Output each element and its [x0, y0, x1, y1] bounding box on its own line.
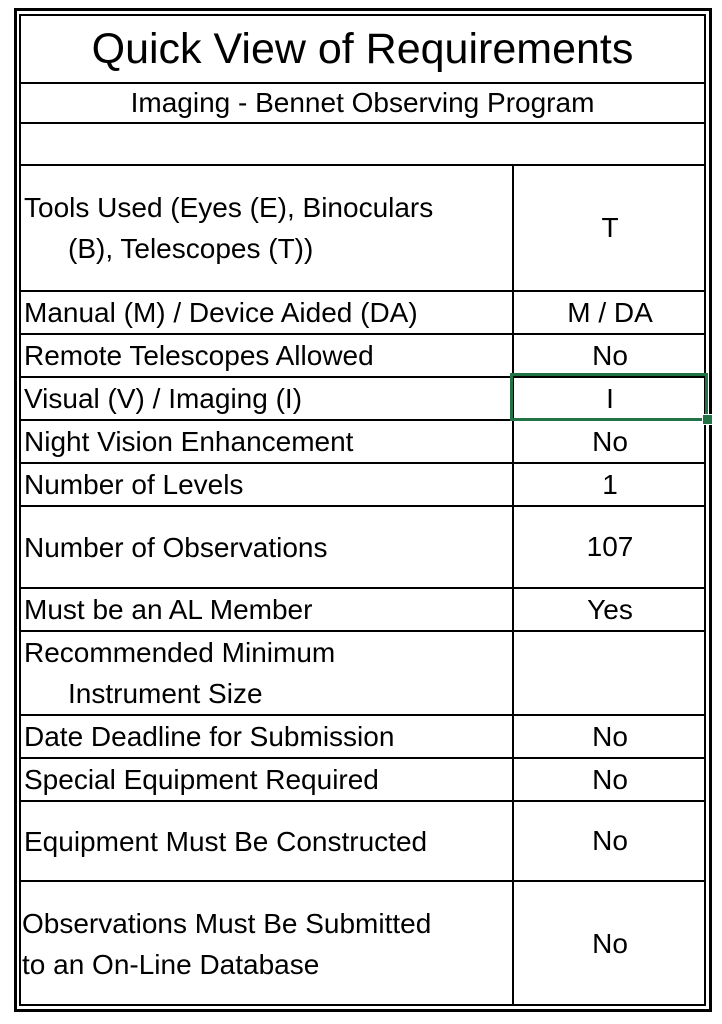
fill-handle[interactable] — [702, 414, 713, 425]
table-row-label[interactable]: Recommended Minimum Instrument Size — [24, 637, 336, 709]
table-row-value[interactable] — [514, 632, 706, 714]
table-row-label[interactable]: Tools Used (Eyes (E), Binoculars (B), Telescopes (T)) — [24, 192, 434, 264]
table-row-value[interactable]: No — [592, 763, 628, 795]
table-row-label[interactable]: Observations Must Be Submitted to an On-Line Database — [22, 908, 432, 980]
table-row-label[interactable]: Number of Observations — [24, 531, 328, 563]
page-subtitle: Imaging - Bennet Observing Program — [130, 87, 595, 118]
table-row-value[interactable]: 1 — [602, 468, 618, 500]
table-row-value[interactable]: T — [601, 212, 619, 243]
table-row-label[interactable]: Equipment Must Be Constructed — [24, 825, 428, 857]
table-row-value[interactable]: No — [592, 339, 628, 371]
table-row-value[interactable]: 107 — [586, 531, 634, 562]
table-row-value[interactable]: No — [592, 928, 628, 959]
table-row-value[interactable]: No — [592, 825, 628, 856]
page-title: Quick View of Requirements — [91, 24, 634, 73]
table-row-label[interactable]: Special Equipment Required — [24, 764, 379, 795]
table-row-value[interactable]: I — [606, 382, 614, 414]
table-row-value[interactable]: Yes — [587, 593, 633, 625]
table-row-label[interactable]: Date Deadline for Submission — [24, 721, 395, 752]
empty-row[interactable] — [19, 124, 706, 165]
table-row-label[interactable]: Must be an AL Member — [24, 594, 313, 625]
table-row-label[interactable]: Night Vision Enhancement — [24, 426, 354, 457]
table-row-value[interactable]: No — [592, 425, 628, 457]
table-row-label[interactable]: Remote Telescopes Allowed — [24, 340, 374, 371]
table-row-label[interactable]: Number of Levels — [24, 469, 244, 500]
table-row-label[interactable]: Visual (V) / Imaging (I) — [24, 383, 303, 414]
table-row-label[interactable]: Manual (M) / Device Aided (DA) — [24, 297, 418, 328]
selected-cell-outline[interactable] — [510, 373, 708, 421]
table-row-value[interactable]: M / DA — [567, 296, 653, 328]
table-row-value[interactable]: No — [592, 720, 628, 752]
